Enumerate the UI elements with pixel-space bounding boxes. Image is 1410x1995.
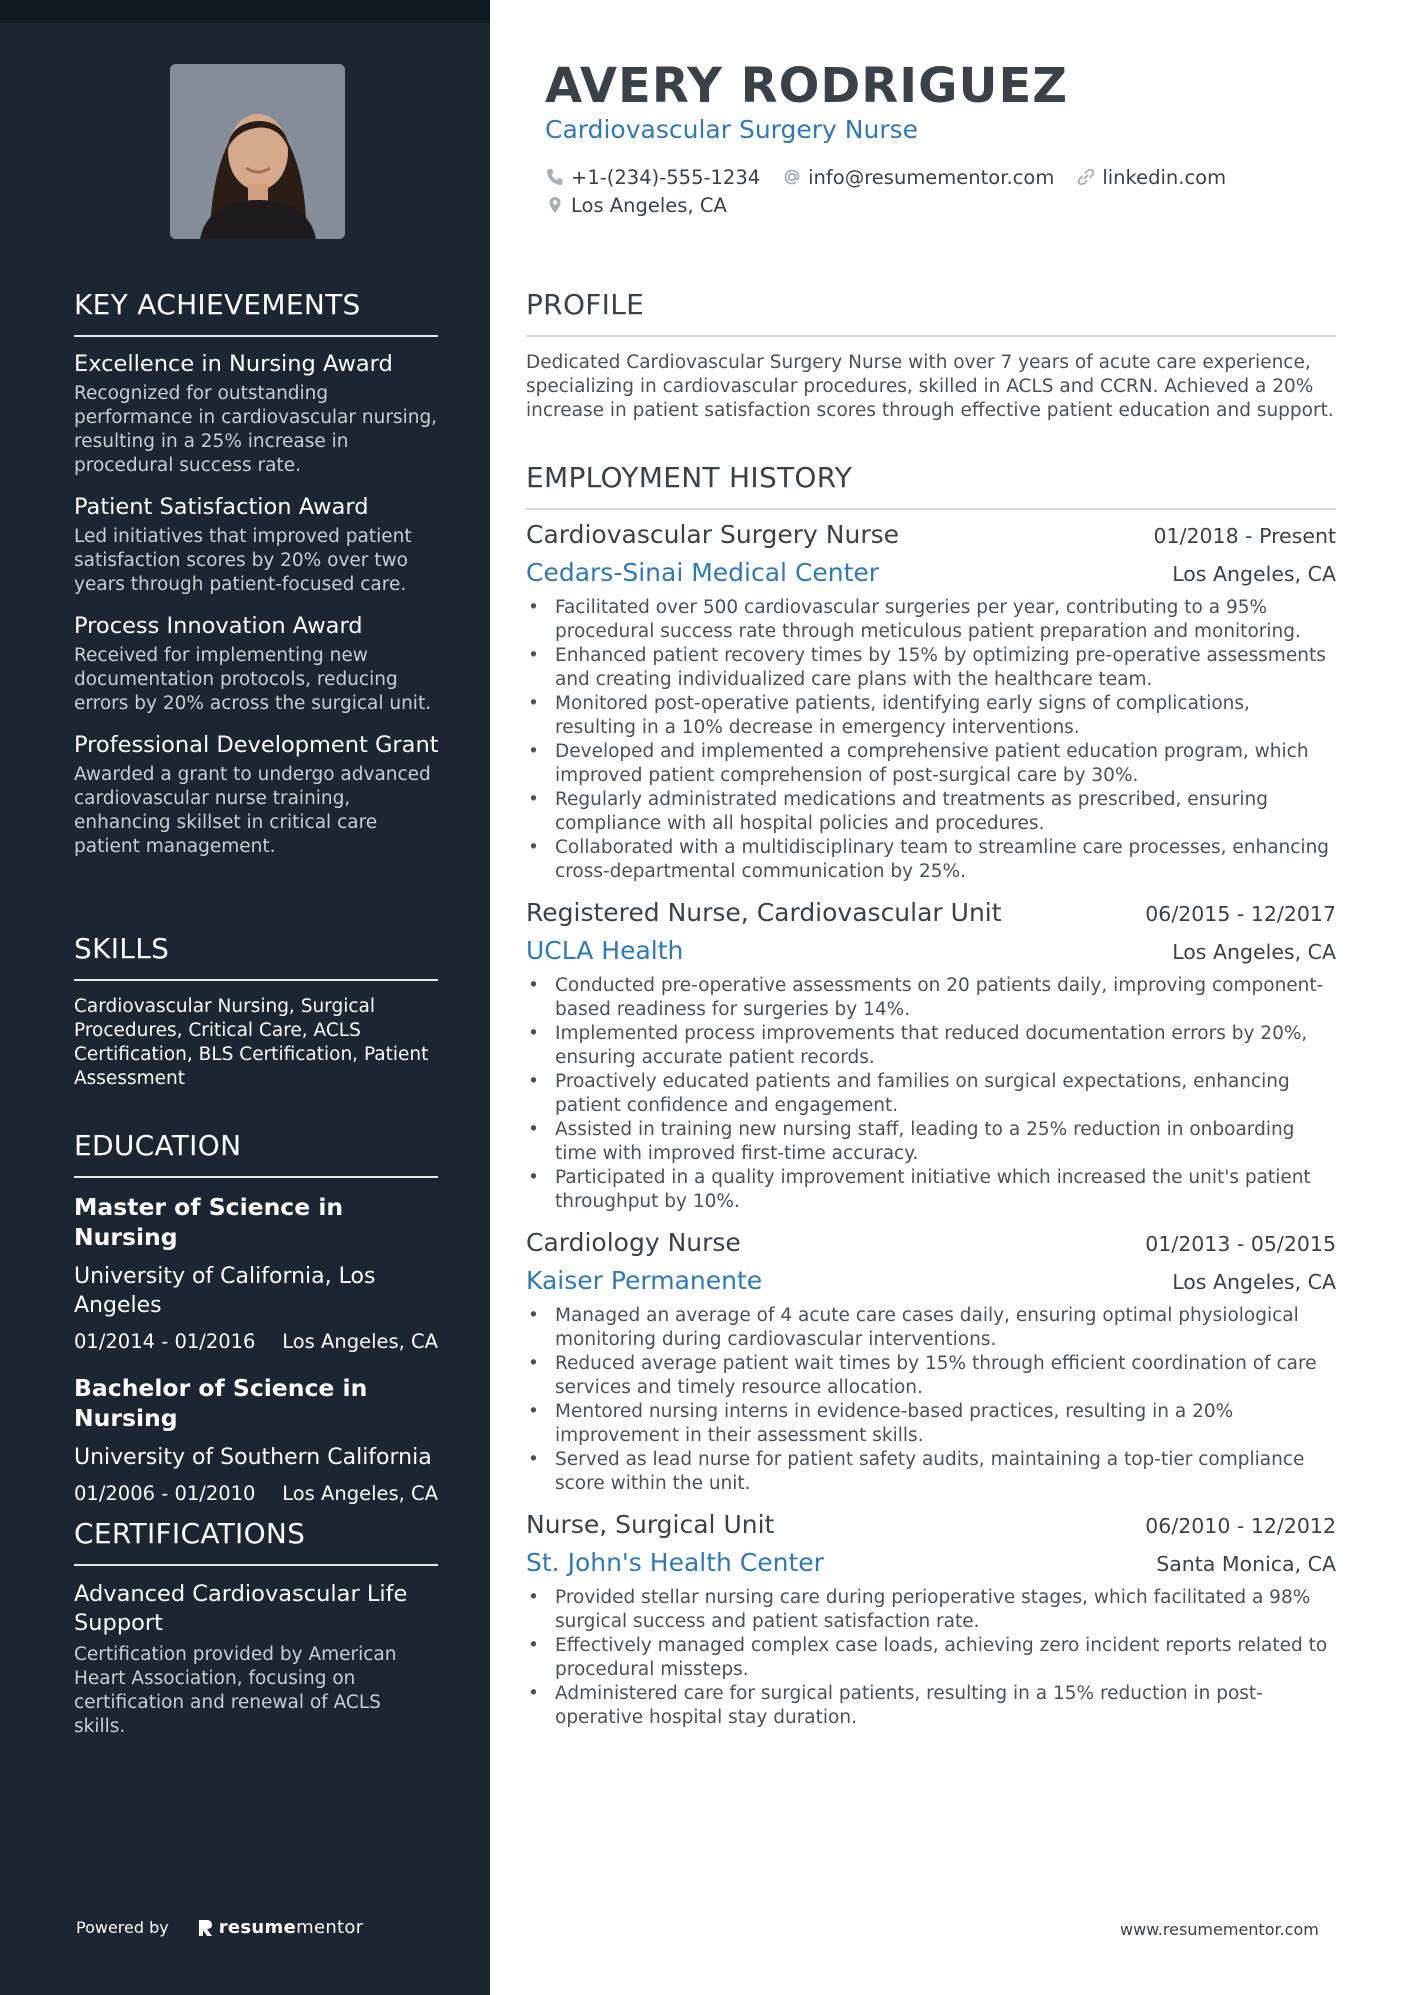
resumementor-logo-text (219, 1917, 364, 1938)
job-bullet: • Administered care for surgical patients, resulting in a 15% reduction in post-operative hospital stay duration. (526, 1682, 1336, 1730)
achievement-title: Professional Development Grant (74, 732, 439, 758)
education-school: University of Southern California (74, 1445, 432, 1470)
employment-heading: EMPLOYMENT HISTORY (526, 461, 1336, 510)
phone-contact[interactable] (545, 166, 760, 189)
job-location: Los Angeles, CA (1172, 940, 1336, 964)
achievements-heading: KEY ACHIEVEMENTS (74, 288, 438, 337)
job-bullet: • Managed an average of 4 acute care cases daily, ensuring optimal physiological monitoring during cardiovascular interventions. (526, 1304, 1336, 1352)
brand-bold-part: resume (218, 1917, 297, 1938)
job-title-row (526, 1228, 1336, 1264)
job-company: Cedars-Sinai Medical Center (526, 558, 880, 587)
skills-section (74, 932, 438, 1091)
sidebar (0, 0, 490, 1995)
job-company-row (526, 1266, 1336, 1304)
job-bullets (526, 596, 1336, 884)
job-company-row (526, 1548, 1336, 1586)
job-dates: 06/2010 - 12/2012 (1145, 1514, 1336, 1538)
job-bullets (526, 1304, 1336, 1496)
email-address: info@resumementor.com (808, 165, 1055, 189)
education-dates: 01/2014 - 01/2016 (74, 1330, 256, 1353)
achievements-section (74, 288, 438, 875)
achievement-description: Received for implementing new documentation protocols, reducing errors by 20% across the surgical unit. (74, 645, 432, 714)
footer-website-link[interactable]: www.resumementor.com (1120, 1920, 1319, 1939)
job-company: St. John's Health Center (526, 1548, 824, 1577)
job-company: Kaiser Permanente (526, 1266, 763, 1295)
job-bullet: • Provided stellar nursing care during perioperative stages, which facilitated a 98% surgical success and patient satisfaction rate. (526, 1586, 1336, 1634)
education-location: Los Angeles, CA (282, 1482, 438, 1505)
contact-info (545, 163, 1248, 219)
job-bullet: • Implemented process improvements that reduced documentation errors by 20%, ensuring accurate patient records. (526, 1022, 1336, 1070)
education-school: University of California, Los Angeles (74, 1264, 376, 1318)
phone-icon (545, 167, 565, 187)
job-bullet: • Mentored nursing interns in evidence-based practices, resulting in a 20% improvement in their assessment skills. (526, 1400, 1336, 1448)
job-title-row (526, 1510, 1336, 1546)
achievement-title: Excellence in Nursing Award (74, 351, 393, 377)
job-bullet: • Proactively educated patients and families on surgical expectations, enhancing patient confidence and engagement. (526, 1070, 1336, 1118)
location-pin-icon (545, 195, 565, 215)
profile-heading: PROFILE (526, 288, 1336, 337)
sidebar-top-band (0, 0, 490, 23)
job-bullet: • Served as lead nurse for patient safety audits, maintaining a top-tier compliance score within the unit. (526, 1448, 1336, 1496)
profile-summary: Dedicated Cardiovascular Surgery Nurse with over 7 years of acute care experience, specializing in cardiovascular procedures, skilled in ACLS and CCRN. Achieved a 20% increase in patient satisfaction scores through effective patient education and support. (526, 352, 1334, 421)
achievement-item (74, 494, 438, 597)
job-entry (526, 898, 1336, 1214)
job-title-row (526, 898, 1336, 934)
job-bullet: • Effectively managed complex case loads, achieving zero incident reports related to procedural missteps. (526, 1634, 1336, 1682)
education-heading: EDUCATION (74, 1129, 438, 1178)
job-dates: 06/2015 - 12/2017 (1145, 902, 1336, 926)
powered-by-label: Powered by (76, 1918, 169, 1937)
job-bullet: • Regularly administrated medications and treatments as prescribed, ensuring compliance with all hospital policies and procedures. (526, 788, 1336, 836)
resumementor-logo-icon (197, 1918, 213, 1938)
job-bullet: • Collaborated with a multidisciplinary team to streamline care processes, enhancing cross-departmental communication by 25%. (526, 836, 1336, 884)
certifications-heading: CERTIFICATIONS (74, 1517, 438, 1566)
certification-description: Certification provided by American Heart Association, focusing on certification and renewal of ACLS skills. (74, 1644, 397, 1737)
job-dates: 01/2013 - 05/2015 (1145, 1232, 1336, 1256)
job-company: UCLA Health (526, 936, 684, 965)
education-section (74, 1129, 438, 1525)
linkedin-link: linkedin.com (1102, 165, 1227, 189)
job-bullet: • Monitored post-operative patients, identifying early signs of complications, resulting in a 10% decrease in emergency interventions. (526, 692, 1336, 740)
job-location: Los Angeles, CA (1172, 1270, 1336, 1294)
skills-heading: SKILLS (74, 932, 438, 981)
job-entry (526, 520, 1336, 884)
phone-number: +1-(234)-555-1234 (571, 165, 761, 189)
job-location: Los Angeles, CA (1172, 562, 1336, 586)
job-bullet: • Assisted in training new nursing staff, leading to a 25% reduction in onboarding time with improved first-time accuracy. (526, 1118, 1336, 1166)
achievement-title: Patient Satisfaction Award (74, 494, 369, 520)
job-title: Nurse, Surgical Unit (526, 1510, 775, 1539)
certification-item (74, 1580, 438, 1739)
education-item (74, 1373, 438, 1505)
employment-list (526, 520, 1336, 1744)
job-company-row (526, 936, 1336, 974)
brand-light-part: mentor (296, 1917, 364, 1938)
candidate-name: AVERY RODRIGUEZ (545, 58, 1069, 114)
link-icon (1076, 167, 1096, 187)
education-dates: 01/2006 - 01/2010 (74, 1482, 256, 1505)
location-contact (545, 194, 727, 217)
job-bullet: • Enhanced patient recovery times by 15% by optimizing pre-operative assessments and creating individualized care plans with the healthcare team. (526, 644, 1336, 692)
job-bullet: • Facilitated over 500 cardiovascular surgeries per year, contributing to a 95% procedural success rate through meticulous patient preparation and monitoring. (526, 596, 1336, 644)
achievement-item (74, 351, 438, 478)
education-degree: Bachelor of Science in Nursing (74, 1374, 368, 1432)
certification-title: Advanced Cardiovascular Life Support (74, 1581, 408, 1636)
job-entry (526, 1228, 1336, 1496)
job-company-row (526, 558, 1336, 596)
job-title: Cardiology Nurse (526, 1228, 741, 1257)
education-location: Los Angeles, CA (282, 1330, 438, 1353)
profile-photo (170, 64, 345, 239)
job-bullet: • Conducted pre-operative assessments on 20 patients daily, improving component-based readiness for surgeries by 14%. (526, 974, 1336, 1022)
job-dates: 01/2018 - Present (1153, 524, 1336, 548)
job-bullets (526, 1586, 1336, 1730)
achievement-description: Awarded a grant to undergo advanced cardiovascular nurse training, enhancing skillset in critical care patient management. (74, 764, 431, 857)
education-item (74, 1192, 438, 1353)
education-meta (74, 1330, 438, 1353)
email-contact[interactable] (782, 166, 1054, 189)
avatar-portrait (170, 64, 345, 239)
candidate-role: Cardiovascular Surgery Nurse (545, 115, 918, 144)
education-degree: Master of Science in Nursing (74, 1193, 344, 1251)
contact-row (545, 163, 1248, 191)
contact-row (545, 191, 1248, 219)
at-icon (782, 167, 802, 187)
certifications-section (74, 1517, 438, 1755)
achievement-item (74, 732, 438, 859)
job-entry (526, 1510, 1336, 1730)
job-title: Cardiovascular Surgery Nurse (526, 520, 899, 549)
job-location: Santa Monica, CA (1156, 1552, 1336, 1576)
powered-by (76, 1917, 363, 1938)
job-bullet: • Reduced average patient wait times by 15% through efficient coordination of care services and timely resource allocation. (526, 1352, 1336, 1400)
job-bullet: • Developed and implemented a comprehensive patient education program, which improved patient comprehension of post-surgical care by 30%. (526, 740, 1336, 788)
location-text: Los Angeles, CA (571, 193, 727, 217)
job-bullet: • Participated in a quality improvement initiative which increased the unit's patient throughput by 10%. (526, 1166, 1336, 1214)
education-meta (74, 1482, 438, 1505)
skills-list: Cardiovascular Nursing, Surgical Procedures, Critical Care, ACLS Certification, BLS Certification, Patient Assessment (74, 996, 429, 1089)
achievement-description: Recognized for outstanding performance in cardiovascular nursing, resulting in a 25% increase in procedural success rate. (74, 383, 438, 476)
job-bullets (526, 974, 1336, 1214)
linkedin-contact[interactable] (1076, 166, 1226, 189)
achievement-item (74, 613, 438, 716)
achievement-title: Process Innovation Award (74, 613, 363, 639)
job-title: Registered Nurse, Cardiovascular Unit (526, 898, 1002, 927)
job-title-row (526, 520, 1336, 556)
achievement-description: Led initiatives that improved patient satisfaction scores by 20% over two years through patient-focused care. (74, 526, 412, 595)
